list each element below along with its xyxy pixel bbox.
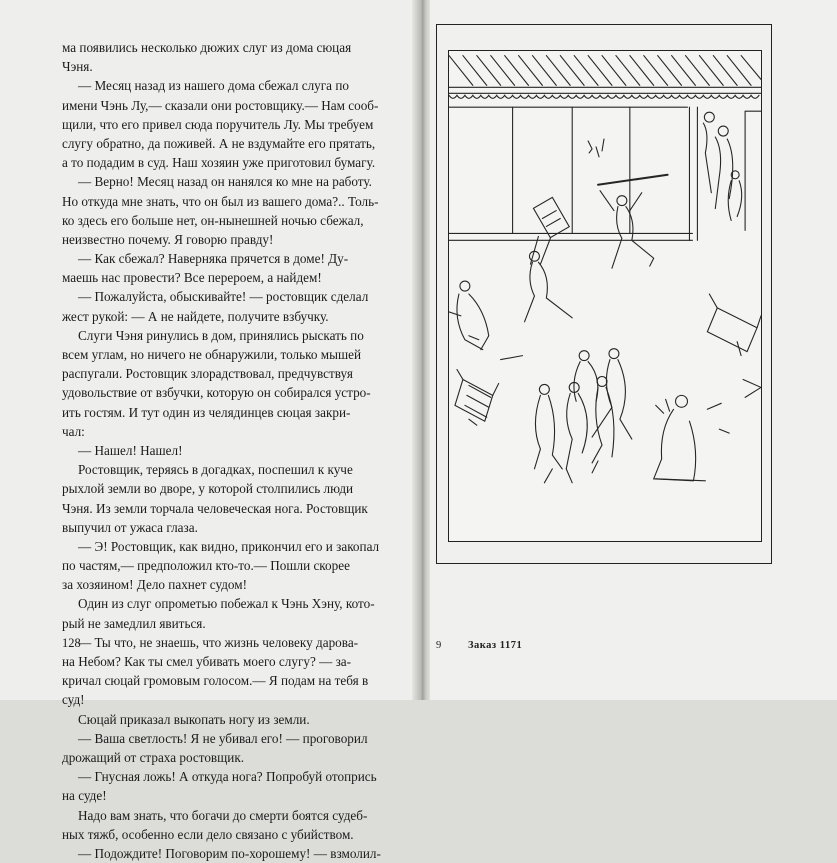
text-line: Чэня. Из земли торчала человеческая нога. Ростовщик: [62, 500, 368, 516]
text-line: Один из слуг опрометью побежал к Чэнь Хэну, кото-: [78, 596, 375, 612]
text-line: неизвестно почему. Я говорю правду!: [62, 231, 274, 247]
chair-lifter-figure: [525, 197, 573, 321]
text-line: Чэня.: [62, 59, 93, 75]
text-line: дрожащий от страха ростовщик.: [62, 749, 245, 765]
book-gutter: [412, 0, 432, 700]
text-line: — Месяц назад из нашего дома сбежал слуга по: [78, 78, 349, 94]
text-line: — Э! Ростовщик, как видно, прикончил его и закопал: [78, 538, 380, 554]
text-line: удовольствие от взбучки, которую он собирался устро-: [62, 385, 371, 401]
text-line: — Как сбежал? Наверняка прячется в доме! Ду-: [78, 251, 349, 267]
text-line: суд!: [62, 692, 85, 708]
text-line: кричал сюцай громовым голосом.— Я подам на тебя в: [62, 673, 369, 689]
crouching-figure-left: [449, 281, 489, 350]
text-line: по частям,— предположил кто-то.— Пошли скорее: [62, 558, 350, 574]
sword-fighter-figure: [598, 175, 668, 268]
text-line: — Нашел! Нашел!: [78, 442, 183, 458]
left-page: [0, 0, 415, 861]
text-line: а то подадим в суд. Наш хозяин уже приготовил бумагу.: [62, 155, 376, 171]
text-line: — Гнусная ложь! А откуда нога? Попробуй отопрись: [78, 769, 377, 785]
text-line: Сюцай приказал выкопать ногу из земли.: [78, 711, 310, 727]
text-line: — Пожалуйста, обыскивайте! — ростовщик сделал: [78, 289, 369, 305]
overturned-chair-right: [707, 294, 761, 397]
text-line: Ростовщик, теряясь в догадках, поспешил к куче: [78, 462, 353, 478]
kneeling-figure: [654, 395, 706, 480]
brawling-group-figures: [534, 349, 631, 483]
text-line: на Небом? Как ты смел убивать моего слугу? — за-: [62, 654, 352, 669]
house-wall: [449, 107, 697, 240]
text-line: маешь нас провести? Все перероем, а найдем!: [62, 270, 322, 286]
text-line: — Подождите! Поговорим по-хорошему! — взмолил-: [78, 845, 381, 861]
courtyard-scene-drawing: [449, 51, 761, 541]
text-line: Слуги Чэня ринулись в дом, принялись рыскать по: [78, 327, 364, 343]
text-line: ить гостям. И тут один из челядинцев сюцая закри-: [62, 404, 351, 420]
text-line: распугали. Ростовщик злорадствовал, предчувствуя: [62, 366, 353, 382]
page-number: 128: [62, 636, 81, 650]
text-line: щили, что его привел сюда поручитель Лу. Мы требуем: [62, 116, 374, 132]
text-line: — Ты что, не знаешь, что жизнь человеку дарова-: [78, 634, 359, 650]
overturned-chair-left: [455, 356, 523, 422]
right-page: [430, 0, 837, 700]
ground-debris: [469, 336, 729, 433]
roof-tiles: [449, 56, 761, 99]
text-line: выпучил от ужаса глаза.: [62, 519, 198, 535]
text-line: ко здесь его больше нет, он-нынешней ночью сбежал,: [62, 212, 364, 228]
text-line: рый не замедлил явиться.: [62, 615, 206, 631]
text-line: рыхлой земли во дворе, у которой столпились люди: [62, 481, 354, 497]
text-line: слугу обратно, да поживей. А не вздумайте его прятать,: [62, 135, 376, 151]
body-text: [62, 38, 404, 863]
signature-number: 9: [436, 640, 442, 651]
text-line: имени Чэнь Лу,— сказали они ростовщику.— Нам сооб-: [62, 97, 379, 113]
text-line: жест рукой: — А не найдете, получите взбучку.: [62, 308, 329, 324]
text-line: — Ваша светлость! Я не убивал его! — проговорил: [78, 730, 368, 746]
text-line: — Верно! Месяц назад он нанялся ко мне на работу.: [78, 174, 372, 190]
text-line: за хозяином! Дело пахнет судом!: [62, 577, 247, 593]
text-line: Но откуда мне знать, что он был из вашего дома?.. Толь-: [62, 193, 379, 209]
illustration: [448, 50, 762, 542]
text-line: чал:: [62, 423, 85, 439]
print-order-label: Заказ 1171: [468, 640, 523, 651]
onlookers-figures: [703, 111, 761, 230]
text-line: Надо вам знать, что богачи до смерти боятся судеб-: [78, 807, 368, 823]
text-line: ных тяжб, особенно если дело связано с убийством.: [62, 826, 354, 842]
text-line: всем углам, но ничего не обнаружили, только мышей: [62, 347, 362, 362]
text-line: на суде!: [62, 788, 107, 804]
text-line: ма появились несколько дюжих слуг из дома сюцая: [62, 40, 352, 55]
